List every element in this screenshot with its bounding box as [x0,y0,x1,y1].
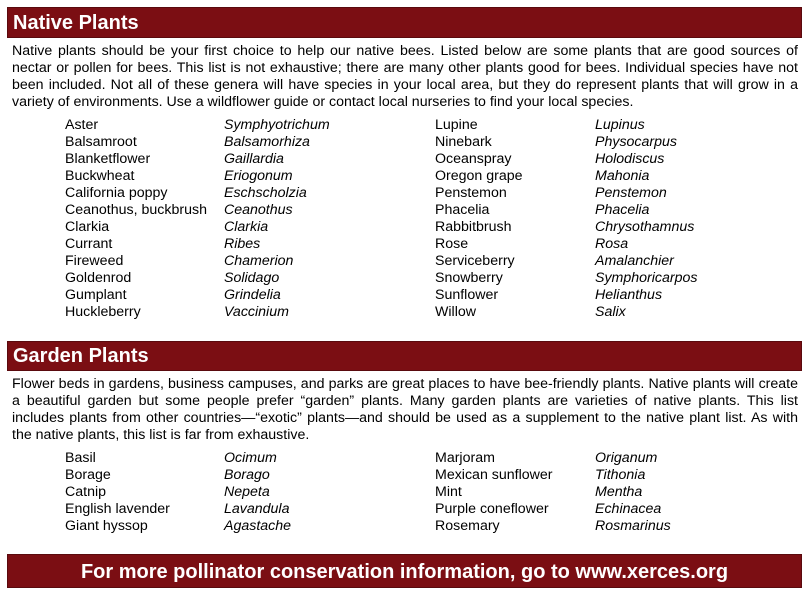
plant-common-name: Willow [435,304,476,320]
plant-genus-name: Eschscholzia [224,185,307,201]
plant-genus-name: Lupinus [595,117,645,133]
plant-common-name: Huckleberry [65,304,141,320]
plant-common-name: Oceanspray [435,151,512,167]
plant-common-name: Phacelia [435,202,490,218]
garden-plants-list-right [435,450,775,535]
native-plants-header [7,7,802,38]
plant-row [65,518,405,535]
plant-row [65,134,405,151]
plant-row [435,151,775,168]
plant-common-name: Penstemon [435,185,507,201]
plant-row [435,450,775,467]
plant-common-name: Rose [435,236,469,252]
plant-genus-name: Phacelia [595,202,650,218]
plant-genus-name: Penstemon [595,185,667,201]
plant-common-name: Clarkia [65,219,110,235]
plant-genus-name: Physocarpus [595,134,678,150]
footer-text: For more pollinator conservation information, go to www.xerces.org [80,561,729,583]
plant-genus-name: Rosmarinus [595,518,671,534]
native-plants-list-left [65,117,405,321]
plant-common-name: Borage [65,467,111,483]
plant-common-name: Marjoram [435,450,495,466]
garden-plants-list-left [65,450,405,535]
native-plants-list-right [435,117,775,321]
plant-row [435,253,775,270]
plant-genus-name: Ceanothus [224,202,293,218]
plant-common-name: Basil [65,450,96,466]
plant-row [435,287,775,304]
plant-row [435,467,775,484]
plant-genus-name: Balsamorhiza [224,134,310,150]
plant-common-name: California poppy [65,185,168,201]
plant-row [65,450,405,467]
plant-common-name: Ceanothus, buckbrush [65,202,207,218]
plant-genus-name: Mahonia [595,168,650,184]
plant-common-name: Fireweed [65,253,124,269]
plant-common-name: Giant hyssop [65,518,148,534]
plant-genus-name: Ocimum [224,450,277,466]
plant-common-name: Gumplant [65,287,127,303]
plant-row [65,253,405,270]
plant-common-name: Snowberry [435,270,503,286]
garden-plants-intro: Flower beds in gardens, business campuses, and parks are great places to have bee-friendly plants. Native plants will create a beautiful garden but some people prefer “garden” plants. Many garden plants are varieties of native plants. This list includes plants from other countries—“exotic” plants—and should be used as a supplement to the native plant list. As with the native plants, this list is far from exhaustive. [12,376,798,443]
plant-genus-name: Echinacea [595,501,662,517]
plant-row [435,501,775,518]
plant-genus-name: Clarkia [224,219,269,235]
plant-genus-name: Ribes [224,236,261,252]
plant-row [65,467,405,484]
plant-genus-name: Mentha [595,484,643,500]
plant-genus-name: Solidago [224,270,280,286]
plant-genus-name: Grindelia [224,287,281,303]
plant-genus-name: Helianthus [595,287,663,303]
native-plants-intro: Native plants should be your first choice to help our native bees. Listed below are some plants that are good sources of nectar or pollen for bees. This list is not exhaustive; there are many other plants good for bees. Individual species have not been included. Not all of these genera will have species in your local area, but they do represent plants that will grow in a variety of environments. Use a wildflower guide or contact local nurseries to find your local species. [12,43,798,110]
plant-common-name: Balsamroot [65,134,137,150]
plant-genus-name: Eriogonum [224,168,293,184]
plant-row [65,287,405,304]
plant-genus-name: Origanum [595,450,658,466]
plant-common-name: Mint [435,484,462,500]
plant-row [435,168,775,185]
plant-genus-name: Rosa [595,236,629,252]
plant-common-name: Mexican sunflower [435,467,553,483]
plant-common-name: Serviceberry [435,253,515,269]
plant-row [435,236,775,253]
plant-row [65,219,405,236]
plant-common-name: Purple coneflower [435,501,549,517]
plant-row [435,219,775,236]
plant-common-name: Blanketflower [65,151,151,167]
plant-genus-name: Tithonia [595,467,646,483]
native-plants-title: Native Plants [13,12,139,34]
plant-common-name: Catnip [65,484,107,500]
plant-row [435,202,775,219]
plant-genus-name: Gaillardia [224,151,284,167]
plant-common-name: English lavender [65,501,170,517]
plant-genus-name: Borago [224,467,270,483]
plant-genus-name: Chrysothamnus [595,219,695,235]
plant-row [435,270,775,287]
plant-genus-name: Symphoricarpos [595,270,698,286]
plant-row [435,134,775,151]
plant-genus-name: Agastache [224,518,292,534]
plant-genus-name: Amalanchier [595,253,674,269]
plant-common-name: Currant [65,236,113,252]
plant-genus-name: Nepeta [224,484,270,500]
plant-row [65,304,405,321]
plant-genus-name: Holodiscus [595,151,665,167]
plant-common-name: Lupine [435,117,478,133]
plant-common-name: Oregon grape [435,168,523,184]
plant-row [435,484,775,501]
plant-row [435,518,775,535]
plant-common-name: Rosemary [435,518,500,534]
plant-common-name: Sunflower [435,287,499,303]
plant-row [65,151,405,168]
plant-common-name: Goldenrod [65,270,132,286]
plant-row [65,484,405,501]
plant-common-name: Aster [65,117,99,133]
plant-row [65,168,405,185]
plant-row [65,236,405,253]
plant-genus-name: Chamerion [224,253,294,269]
plant-row [435,117,775,134]
plant-row [65,270,405,287]
garden-plants-title: Garden Plants [13,345,149,367]
plant-row [435,185,775,202]
plant-genus-name: Salix [595,304,626,320]
plant-common-name: Rabbitbrush [435,219,512,235]
plant-common-name: Ninebark [435,134,492,150]
garden-plants-header [7,341,802,371]
plant-genus-name: Lavandula [224,501,290,517]
plant-row [435,304,775,321]
footer-banner [7,554,802,588]
plant-genus-name: Symphyotrichum [224,117,330,133]
plant-genus-name: Vaccinium [224,304,289,320]
plant-row [65,501,405,518]
plant-row [65,185,405,202]
plant-row [65,202,405,219]
plant-row [65,117,405,134]
plant-common-name: Buckwheat [65,168,135,184]
